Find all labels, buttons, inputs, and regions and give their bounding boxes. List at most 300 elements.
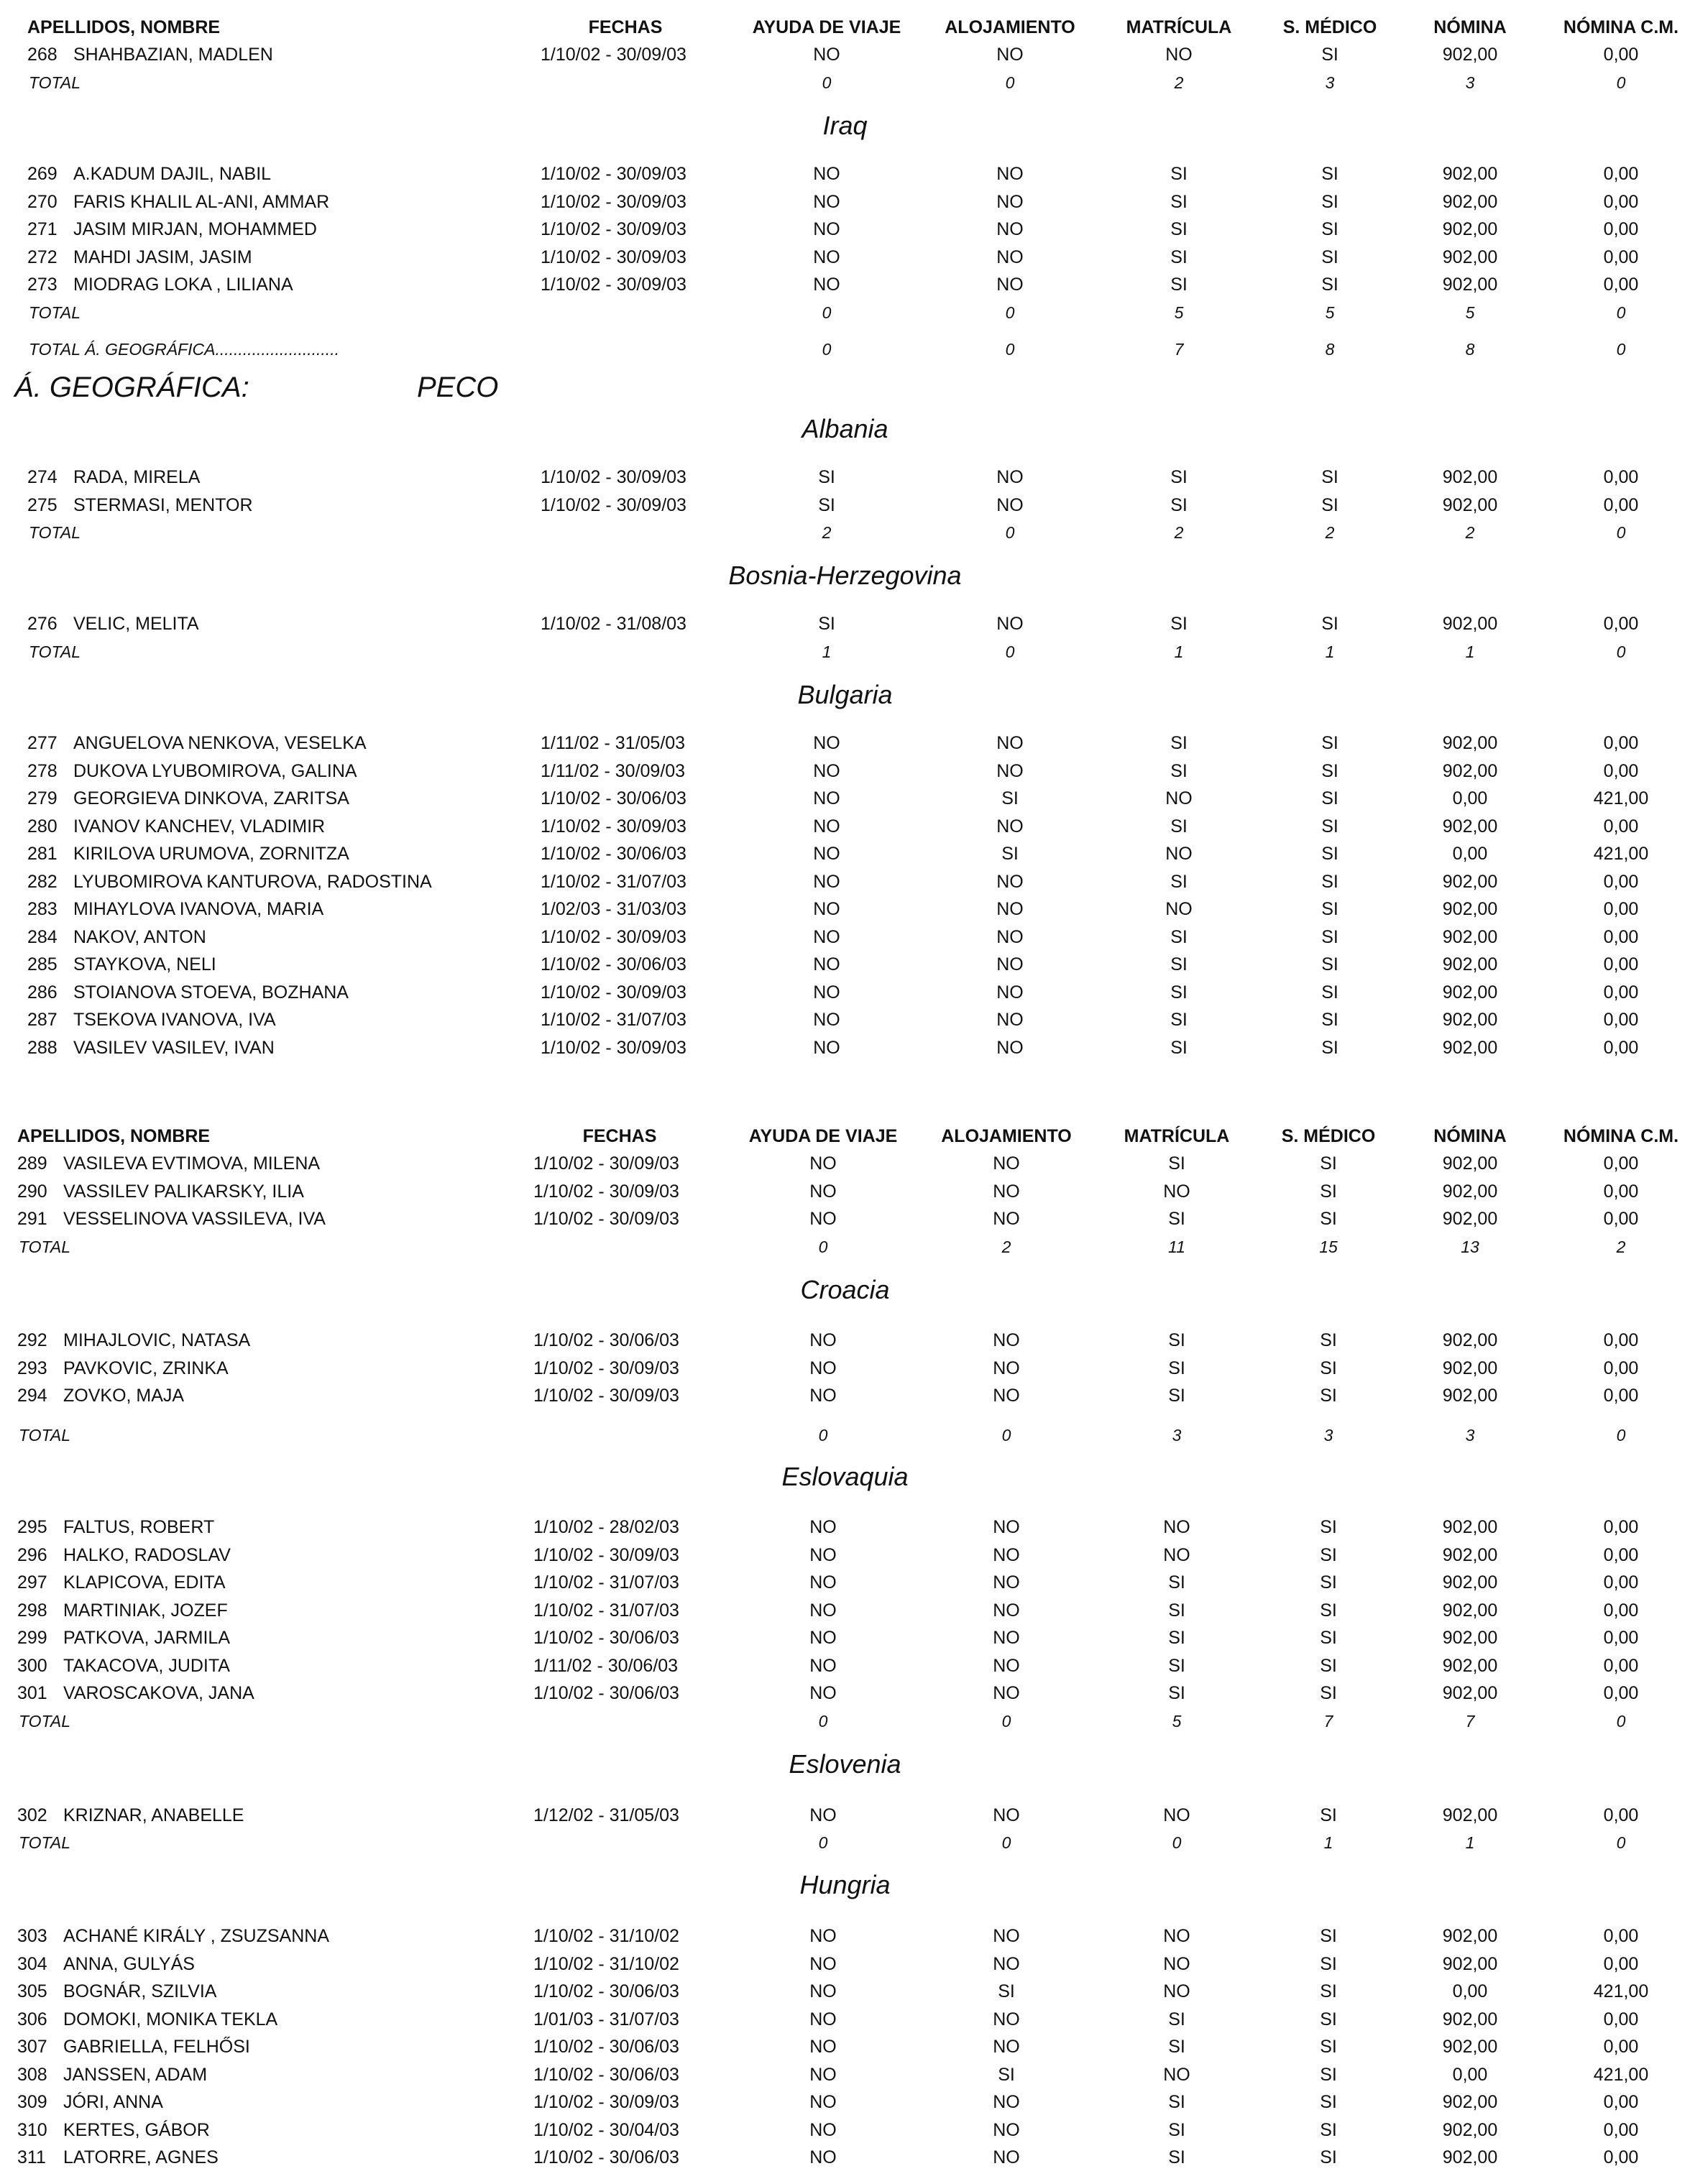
header-name: APELLIDOS, NOMBRE xyxy=(27,17,221,37)
cell-enrollment: SI xyxy=(1170,1037,1188,1058)
cell-enrollment: SI xyxy=(1168,1655,1185,1676)
cell-payroll: 902,00 xyxy=(1442,1544,1498,1565)
area-heading xyxy=(14,368,733,407)
row-number: 299 xyxy=(17,1628,47,1648)
table-row xyxy=(0,1542,1690,1569)
cell-lodging: NO xyxy=(993,1386,1020,1406)
table-row xyxy=(0,923,1690,951)
cell-payroll-cm: 0,00 xyxy=(1603,1517,1639,1537)
row-name: MIHAJLOVIC, NATASA xyxy=(63,1330,251,1350)
row-dates: 1/10/02 - 31/07/03 xyxy=(533,1600,679,1621)
cell-payroll-cm: 0,00 xyxy=(1603,1683,1639,1703)
cell-travel-aid: NO xyxy=(809,1655,837,1676)
cell-enrollment: SI xyxy=(1168,1572,1185,1593)
country-heading: Bosnia-Herzegovina xyxy=(728,561,962,590)
row-dates: 1/12/02 - 31/05/03 xyxy=(533,1805,679,1825)
cell-enrollment: NO xyxy=(1165,45,1193,65)
total-enrollment: 7 xyxy=(1174,340,1184,359)
cell-lodging: NO xyxy=(996,1010,1024,1030)
cell-payroll: 902,00 xyxy=(1442,191,1498,212)
cell-lodging: NO xyxy=(993,1517,1020,1537)
row-name: MAHDI JASIM, JASIM xyxy=(73,246,252,267)
cell-payroll: 902,00 xyxy=(1442,1010,1498,1030)
cell-travel-aid: NO xyxy=(809,1683,837,1703)
cell-travel-aid: NO xyxy=(813,816,840,837)
cell-payroll-cm: 0,00 xyxy=(1603,1153,1639,1174)
cell-travel-aid: NO xyxy=(809,1981,837,2001)
header-travel-aid: AYUDA DE VIAJE xyxy=(752,17,901,37)
table-row xyxy=(0,979,1690,1006)
cell-lodging: NO xyxy=(996,467,1024,487)
cell-payroll-cm: 0,00 xyxy=(1603,467,1639,487)
table-row xyxy=(0,1922,1690,1950)
row-dates: 1/10/02 - 30/09/03 xyxy=(541,926,686,947)
cell-payroll: 902,00 xyxy=(1442,1600,1498,1621)
table-row xyxy=(0,41,1690,68)
total-enrollment: 5 xyxy=(1172,1712,1182,1731)
cell-payroll: 902,00 xyxy=(1442,1181,1498,1202)
row-number: 277 xyxy=(27,733,58,753)
cell-lodging: NO xyxy=(996,816,1024,837)
table-row xyxy=(0,271,1690,298)
cell-lodging: NO xyxy=(993,1544,1020,1565)
total-lodging: 0 xyxy=(1005,642,1015,661)
total-medical: 1 xyxy=(1325,642,1335,661)
total-travel-aid: 0 xyxy=(822,303,832,322)
row-dates: 1/10/02 - 30/09/03 xyxy=(533,1358,679,1378)
row-dates: 1/10/02 - 30/06/03 xyxy=(533,2064,679,2085)
row-dates: 1/10/02 - 30/06/03 xyxy=(533,2037,679,2057)
cell-lodging: SI xyxy=(998,2064,1015,2085)
row-number: 300 xyxy=(17,1655,47,1676)
cell-medical: SI xyxy=(1321,164,1338,184)
table-row xyxy=(0,1382,1690,1409)
cell-travel-aid: NO xyxy=(809,1358,837,1378)
table-row xyxy=(0,868,1690,895)
cell-travel-aid: NO xyxy=(809,1181,837,1202)
row-number: 304 xyxy=(17,1953,47,1974)
cell-payroll-cm: 0,00 xyxy=(1603,899,1639,919)
table-row xyxy=(0,2116,1690,2144)
row-dates: 1/10/02 - 30/04/03 xyxy=(533,2119,679,2140)
cell-medical: SI xyxy=(1320,1181,1337,1202)
cell-medical: SI xyxy=(1320,1544,1337,1565)
total-lodging: 0 xyxy=(1005,73,1015,92)
row-dates: 1/10/02 - 30/09/03 xyxy=(541,816,686,837)
cell-payroll-cm: 0,00 xyxy=(1603,2009,1639,2029)
cell-payroll-cm: 0,00 xyxy=(1603,760,1639,781)
cell-travel-aid: SI xyxy=(818,467,835,487)
country-heading: Eslovenia xyxy=(789,1749,901,1779)
cell-travel-aid: NO xyxy=(813,954,840,974)
row-number: 294 xyxy=(17,1386,47,1406)
total-enrollment: 2 xyxy=(1174,523,1184,542)
row-dates: 1/10/02 - 28/02/03 xyxy=(533,1517,679,1537)
cell-travel-aid: NO xyxy=(809,2037,837,2057)
country-heading: Albania xyxy=(802,414,888,443)
row-name: STOIANOVA STOEVA, BOZHANA xyxy=(73,982,349,1003)
table-row xyxy=(0,216,1690,243)
cell-lodging: NO xyxy=(996,954,1024,974)
cell-medical: SI xyxy=(1320,2009,1337,2029)
cell-payroll-cm: 0,00 xyxy=(1603,982,1639,1003)
total-travel-aid: 0 xyxy=(818,1238,828,1256)
cell-enrollment: SI xyxy=(1170,760,1188,781)
table-row xyxy=(0,840,1690,867)
cell-travel-aid: NO xyxy=(809,2147,837,2167)
table-row xyxy=(0,1978,1690,2005)
cell-medical: SI xyxy=(1321,816,1338,837)
cell-medical: SI xyxy=(1321,926,1338,947)
cell-medical: SI xyxy=(1321,982,1338,1003)
cell-payroll: 902,00 xyxy=(1442,926,1498,947)
row-dates: 1/10/02 - 30/09/03 xyxy=(541,982,686,1003)
table-row xyxy=(0,2061,1690,2088)
total-payroll: 8 xyxy=(1465,340,1475,359)
table-row xyxy=(0,895,1690,923)
cell-enrollment: SI xyxy=(1168,1209,1185,1229)
row-dates: 1/10/02 - 30/09/03 xyxy=(533,1209,679,1229)
cell-payroll: 902,00 xyxy=(1442,467,1498,487)
cell-medical: SI xyxy=(1321,246,1338,267)
cell-lodging: NO xyxy=(996,733,1024,753)
cell-lodging: NO xyxy=(996,899,1024,919)
cell-enrollment: NO xyxy=(1163,1517,1190,1537)
cell-travel-aid: NO xyxy=(809,1572,837,1593)
cell-enrollment: SI xyxy=(1170,954,1188,974)
cell-payroll: 902,00 xyxy=(1442,275,1498,295)
total-payroll-cm: 0 xyxy=(1616,1833,1626,1852)
row-name: VASILEV VASILEV, IVAN xyxy=(73,1037,275,1058)
row-name: STAYKOVA, NELI xyxy=(73,954,216,974)
cell-payroll: 902,00 xyxy=(1442,871,1498,892)
row-dates: 1/10/02 - 30/09/03 xyxy=(541,246,686,267)
cell-payroll: 902,00 xyxy=(1442,1926,1498,1946)
row-name: FALTUS, ROBERT xyxy=(63,1517,215,1537)
cell-lodging: NO xyxy=(996,246,1024,267)
cell-medical: SI xyxy=(1320,1628,1337,1648)
row-number: 271 xyxy=(27,219,58,239)
cell-medical: SI xyxy=(1320,1517,1337,1537)
row-dates: 1/10/02 - 30/06/03 xyxy=(533,1981,679,2001)
cell-travel-aid: NO xyxy=(809,2064,837,2085)
cell-travel-aid: NO xyxy=(809,1600,837,1621)
row-dates: 1/10/02 - 31/10/02 xyxy=(533,1953,679,1974)
cell-medical: SI xyxy=(1320,2119,1337,2140)
area-value: PECO xyxy=(417,372,499,403)
table-header xyxy=(0,14,1690,41)
table-row xyxy=(0,1327,1690,1354)
total-payroll: 13 xyxy=(1461,1238,1479,1256)
cell-enrollment: SI xyxy=(1170,982,1188,1003)
cell-enrollment: NO xyxy=(1163,1544,1190,1565)
total-travel-aid: 0 xyxy=(822,340,832,359)
cell-medical: SI xyxy=(1321,1010,1338,1030)
cell-payroll-cm: 0,00 xyxy=(1603,494,1639,515)
cell-lodging: NO xyxy=(996,982,1024,1003)
total-medical: 8 xyxy=(1325,340,1335,359)
cell-travel-aid: NO xyxy=(813,275,840,295)
cell-enrollment: NO xyxy=(1163,1181,1190,1202)
cell-medical: SI xyxy=(1321,844,1338,864)
cell-payroll: 902,00 xyxy=(1442,494,1498,515)
total-payroll-cm: 2 xyxy=(1616,1238,1626,1256)
header-medical: S. MÉDICO xyxy=(1282,17,1377,37)
row-name: PATKOVA, JARMILA xyxy=(63,1628,230,1648)
table-row xyxy=(0,729,1690,757)
cell-payroll-cm: 0,00 xyxy=(1603,2092,1639,2112)
cell-travel-aid: NO xyxy=(813,926,840,947)
cell-enrollment: SI xyxy=(1170,733,1188,753)
cell-medical: SI xyxy=(1320,2147,1337,2167)
row-name: PAVKOVIC, ZRINKA xyxy=(63,1358,229,1378)
row-dates: 1/10/02 - 30/09/03 xyxy=(533,1181,679,1202)
table-row xyxy=(0,2088,1690,2116)
header-dates: FECHAS xyxy=(582,1126,657,1146)
total-payroll: 7 xyxy=(1465,1712,1475,1731)
cell-lodging: NO xyxy=(993,1628,1020,1648)
total-lodging: 0 xyxy=(1001,1712,1011,1731)
total-payroll: 2 xyxy=(1465,523,1475,542)
table-row xyxy=(0,160,1690,188)
cell-travel-aid: NO xyxy=(809,1330,837,1350)
cell-payroll: 902,00 xyxy=(1442,2037,1498,2057)
row-number: 286 xyxy=(27,982,58,1003)
cell-lodging: NO xyxy=(993,1358,1020,1378)
row-number: 268 xyxy=(27,45,58,65)
cell-payroll: 902,00 xyxy=(1442,733,1498,753)
cell-medical: SI xyxy=(1320,1655,1337,1676)
row-dates: 1/10/02 - 31/10/02 xyxy=(533,1926,679,1946)
table-row xyxy=(0,1513,1690,1541)
total-label: TOTAL xyxy=(19,1712,70,1731)
cell-medical: SI xyxy=(1320,1572,1337,1593)
cell-lodging: NO xyxy=(996,760,1024,781)
row-dates: 1/10/02 - 30/06/03 xyxy=(541,954,686,974)
cell-payroll-cm: 0,00 xyxy=(1603,1386,1639,1406)
cell-payroll-cm: 421,00 xyxy=(1593,844,1649,864)
header-payroll-cm: NÓMINA C.M. xyxy=(1563,17,1679,37)
total-label: TOTAL xyxy=(19,1238,70,1256)
cell-enrollment: SI xyxy=(1170,467,1188,487)
total-lodging: 0 xyxy=(1005,523,1015,542)
row-name: JÓRI, ANNA xyxy=(63,2092,163,2112)
cell-enrollment: SI xyxy=(1168,1600,1185,1621)
row-name: LYUBOMIROVA KANTUROVA, RADOSTINA xyxy=(73,871,432,892)
row-dates: 1/10/02 - 30/09/03 xyxy=(533,1386,679,1406)
cell-payroll-cm: 0,00 xyxy=(1603,1181,1639,1202)
row-name: VELIC, MELITA xyxy=(73,614,199,634)
header-lodging: ALOJAMIENTO xyxy=(941,1126,1072,1146)
header-name: APELLIDOS, NOMBRE xyxy=(17,1126,211,1146)
cell-payroll-cm: 0,00 xyxy=(1603,1330,1639,1350)
table-row xyxy=(0,951,1690,978)
cell-payroll-cm: 0,00 xyxy=(1603,2037,1639,2057)
cell-enrollment: SI xyxy=(1170,926,1188,947)
cell-medical: SI xyxy=(1321,954,1338,974)
cell-payroll-cm: 0,00 xyxy=(1603,1572,1639,1593)
cell-payroll: 902,00 xyxy=(1442,614,1498,634)
country-heading: Hungria xyxy=(799,1870,891,1899)
row-dates: 1/10/02 - 30/09/03 xyxy=(533,1153,679,1174)
row-number: 282 xyxy=(27,871,58,892)
row-dates: 1/11/02 - 30/06/03 xyxy=(533,1655,679,1676)
cell-enrollment: SI xyxy=(1170,494,1188,515)
table-row xyxy=(0,2033,1690,2060)
row-number: 308 xyxy=(17,2064,47,2085)
cell-travel-aid: NO xyxy=(813,219,840,239)
cell-medical: SI xyxy=(1320,2092,1337,2112)
cell-payroll-cm: 0,00 xyxy=(1603,733,1639,753)
table-row xyxy=(0,2144,1690,2171)
total-lodging: 0 xyxy=(1001,1426,1011,1445)
cell-travel-aid: SI xyxy=(818,494,835,515)
total-label: TOTAL xyxy=(29,73,81,92)
country-heading: Croacia xyxy=(800,1275,890,1304)
cell-medical: SI xyxy=(1321,494,1338,515)
cell-enrollment: SI xyxy=(1168,2009,1185,2029)
row-dates: 1/10/02 - 30/09/03 xyxy=(541,275,686,295)
table-row xyxy=(0,1569,1690,1596)
cell-payroll: 902,00 xyxy=(1442,246,1498,267)
cell-payroll: 902,00 xyxy=(1442,1358,1498,1378)
total-medical: 3 xyxy=(1323,1426,1333,1445)
table-row xyxy=(0,813,1690,840)
cell-travel-aid: NO xyxy=(813,788,840,808)
row-dates: 1/10/02 - 30/09/03 xyxy=(541,467,686,487)
total-medical: 7 xyxy=(1323,1712,1333,1731)
cell-travel-aid: NO xyxy=(813,1010,840,1030)
header-medical: S. MÉDICO xyxy=(1281,1126,1376,1146)
cell-lodging: NO xyxy=(996,871,1024,892)
cell-enrollment: SI xyxy=(1170,191,1188,212)
cell-travel-aid: NO xyxy=(813,191,840,212)
row-number: 298 xyxy=(17,1600,47,1621)
cell-lodging: NO xyxy=(993,1572,1020,1593)
row-dates: 1/01/03 - 31/07/03 xyxy=(533,2009,679,2029)
cell-lodging: NO xyxy=(993,1600,1020,1621)
row-name: TSEKOVA IVANOVA, IVA xyxy=(73,1010,276,1030)
cell-payroll-cm: 0,00 xyxy=(1603,191,1639,212)
cell-payroll-cm: 0,00 xyxy=(1603,1037,1639,1058)
total-label: TOTAL xyxy=(19,1833,70,1852)
total-label: TOTAL xyxy=(19,1426,70,1445)
row-name: A.KADUM DAJIL, NABIL xyxy=(73,164,272,184)
cell-enrollment: SI xyxy=(1168,1628,1185,1648)
cell-lodging: NO xyxy=(993,1209,1020,1229)
row-name: NAKOV, ANTON xyxy=(73,926,206,947)
cell-payroll: 902,00 xyxy=(1442,1655,1498,1676)
table-row xyxy=(0,244,1690,271)
total-enrollment: 2 xyxy=(1174,73,1184,92)
row-number: 296 xyxy=(17,1544,47,1565)
table-row xyxy=(0,1006,1690,1033)
row-number: 285 xyxy=(27,954,58,974)
cell-medical: SI xyxy=(1321,733,1338,753)
cell-travel-aid: NO xyxy=(809,1153,837,1174)
cell-medical: SI xyxy=(1320,1953,1337,1974)
row-name: KLAPICOVA, EDITA xyxy=(63,1572,226,1593)
row-number: 305 xyxy=(17,1981,47,2001)
country-heading: Iraq xyxy=(822,111,868,140)
row-number: 276 xyxy=(27,614,58,634)
table-row xyxy=(0,1802,1690,1829)
table-header xyxy=(0,1123,1690,1150)
total-row xyxy=(0,299,1690,326)
total-row xyxy=(0,1708,1690,1735)
row-dates: 1/10/02 - 30/06/03 xyxy=(533,1330,679,1350)
row-name: VASILEVA EVTIMOVA, MILENA xyxy=(63,1153,321,1174)
row-number: 291 xyxy=(17,1209,47,1229)
total-payroll-cm: 0 xyxy=(1616,303,1626,322)
row-name: ZOVKO, MAJA xyxy=(63,1386,185,1406)
cell-payroll: 902,00 xyxy=(1442,1153,1498,1174)
cell-payroll-cm: 421,00 xyxy=(1593,1981,1649,2001)
cell-medical: SI xyxy=(1321,760,1338,781)
cell-payroll-cm: 0,00 xyxy=(1603,1544,1639,1565)
cell-payroll: 902,00 xyxy=(1442,219,1498,239)
table-row xyxy=(0,1205,1690,1232)
total-medical: 2 xyxy=(1325,523,1335,542)
total-lodging: 2 xyxy=(1001,1238,1011,1256)
header-travel-aid: AYUDA DE VIAJE xyxy=(748,1126,898,1146)
cell-medical: SI xyxy=(1320,1926,1337,1946)
total-payroll: 3 xyxy=(1465,73,1475,92)
cell-lodging: NO xyxy=(996,191,1024,212)
cell-payroll: 902,00 xyxy=(1442,1330,1498,1350)
cell-payroll: 902,00 xyxy=(1442,2147,1498,2167)
header-payroll: NÓMINA xyxy=(1433,1126,1507,1146)
cell-payroll-cm: 0,00 xyxy=(1603,1358,1639,1378)
row-number: 290 xyxy=(17,1181,47,1202)
row-name: KERTES, GÁBOR xyxy=(63,2119,210,2140)
row-name: MIHAYLOVA IVANOVA, MARIA xyxy=(73,899,324,919)
table-row xyxy=(0,188,1690,216)
cell-lodging: NO xyxy=(996,614,1024,634)
cell-payroll: 902,00 xyxy=(1442,1037,1498,1058)
cell-enrollment: SI xyxy=(1168,2147,1185,2167)
row-name: ACHANÉ KIRÁLY , ZSUZSANNA xyxy=(63,1926,329,1946)
cell-travel-aid: NO xyxy=(809,1209,837,1229)
row-name: VAROSCAKOVA, JANA xyxy=(63,1683,254,1703)
country-heading: Eslovaquia xyxy=(781,1462,909,1491)
cell-payroll: 902,00 xyxy=(1442,1517,1498,1537)
cell-medical: SI xyxy=(1321,275,1338,295)
row-number: 289 xyxy=(17,1153,47,1174)
row-name: VESSELINOVA VASSILEVA, IVA xyxy=(63,1209,326,1229)
row-name: SHAHBAZIAN, MADLEN xyxy=(73,45,273,65)
table-row xyxy=(0,1355,1690,1382)
row-name: JASIM MIRJAN, MOHAMMED xyxy=(73,219,317,239)
cell-travel-aid: SI xyxy=(818,614,835,634)
header-payroll-cm: NÓMINA C.M. xyxy=(1563,1126,1679,1146)
cell-lodging: SI xyxy=(1001,788,1019,808)
cell-lodging: NO xyxy=(996,164,1024,184)
row-number: 269 xyxy=(27,164,58,184)
total-payroll-cm: 0 xyxy=(1616,340,1626,359)
cell-lodging: NO xyxy=(993,1330,1020,1350)
table-row xyxy=(0,757,1690,785)
cell-payroll-cm: 421,00 xyxy=(1593,2064,1649,2085)
table-row xyxy=(0,1034,1690,1061)
cell-travel-aid: NO xyxy=(813,45,840,65)
total-payroll-cm: 0 xyxy=(1616,642,1626,661)
row-dates: 1/10/02 - 30/09/03 xyxy=(541,1037,686,1058)
row-number: 270 xyxy=(27,191,58,212)
row-number: 272 xyxy=(27,246,58,267)
cell-enrollment: SI xyxy=(1170,614,1188,634)
table-row xyxy=(0,1178,1690,1205)
